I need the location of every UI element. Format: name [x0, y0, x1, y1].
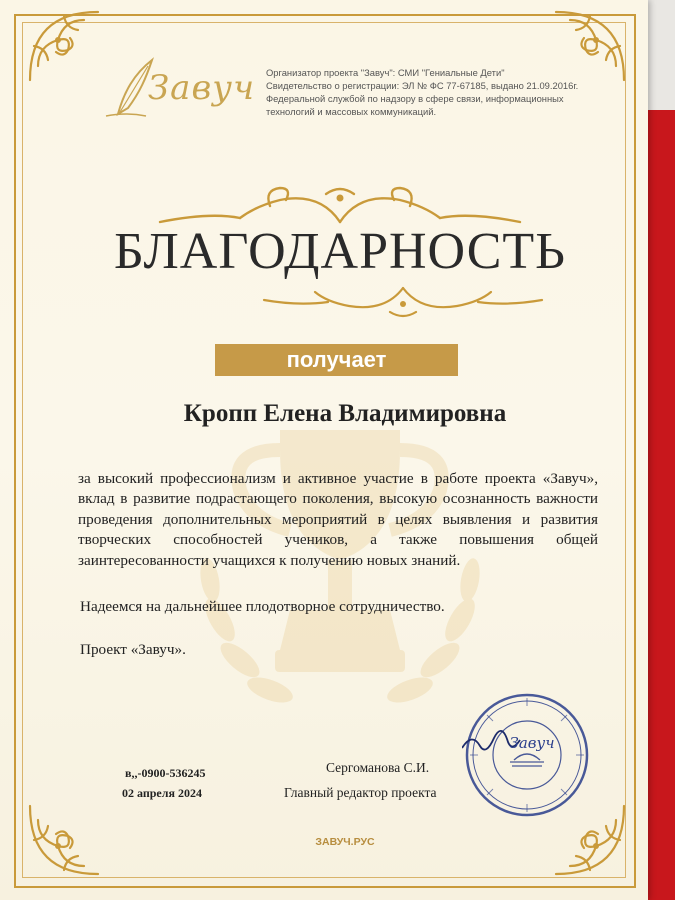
organizer-line: Федеральной службой по надзору в сфере связи, информационных [266, 93, 564, 104]
organizer-line: Организатор проекта "Завуч": СМИ "Гениальные Дети" [266, 67, 505, 78]
cooperation-text: Надеемся на дальнейшее плодотворное сотрудничество. [80, 598, 445, 615]
signer-title: Главный редактор проекта [284, 785, 437, 800]
certificate-title: БЛАГОДАРНОСТЬ [113, 223, 567, 280]
stamp-center-text: Завуч [509, 734, 555, 752]
recipient-name: Кропп Елена Владимировна [183, 400, 507, 427]
logo-text: Завуч [148, 68, 256, 108]
signer-name: Сергоманова С.И. [326, 760, 430, 775]
certificate-body-text: за высокий профессионализм и активное участие в работе проекта «Завуч», вклад в развитие подрастающего поколения, высокую осознанность важности проведения дополнительных мероприятий в целях выявления и развития творческих способностей учеников, а также повышения общей заинтересованности учащихся к получению новых знаний. [78, 470, 598, 569]
corner-ornament-icon [24, 6, 104, 86]
project-signoff: Проект «Завуч». [80, 641, 186, 658]
title-ornament-bottom-icon [258, 282, 548, 320]
receives-banner: получает [215, 344, 458, 376]
official-stamp-icon [462, 690, 592, 820]
organizer-line: Свидетельство о регистрации: ЭЛ № ФС 77-67185, выдано 21.09.2016г. [266, 80, 579, 91]
registration-number: в,,-0900-536245 [125, 766, 206, 780]
organizer-line: технологий и массовых коммуникаций. [266, 106, 437, 117]
issue-date: 02 апреля 2024 [122, 786, 202, 800]
site-url: ЗАВУЧ.РУС [315, 836, 375, 848]
corner-ornament-icon [24, 800, 104, 880]
organizer-info [266, 66, 596, 118]
